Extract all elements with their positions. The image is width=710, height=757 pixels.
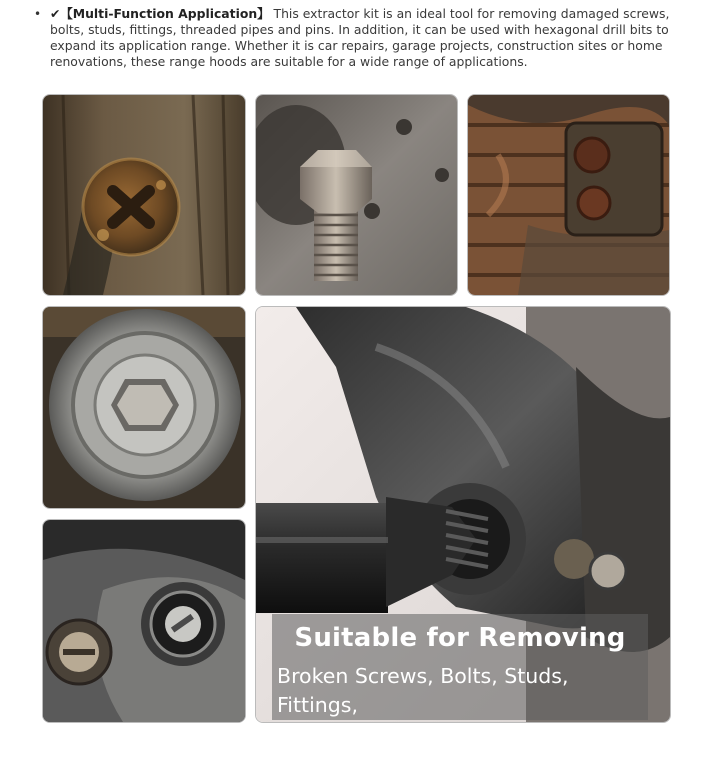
photo-slotted-screws bbox=[43, 520, 245, 722]
photo-caption bbox=[272, 614, 648, 746]
photo-hex-bolt bbox=[256, 95, 457, 295]
bullet-dot: • bbox=[34, 7, 42, 21]
caption-line-1: Broken Screws, Bolts, Studs, Fittings, bbox=[277, 664, 569, 717]
photo-rusty-plate bbox=[468, 95, 669, 295]
caption-lines bbox=[277, 662, 648, 749]
photo-hex-socket-bolt bbox=[43, 307, 245, 508]
caption-title: Suitable for Removing bbox=[294, 623, 626, 653]
feature-body: This extractor kit is an ideal tool for removing damaged screws, bolts, studs, fittings, threaded pipes and pins. In addition, it can be used with hexagonal drill bits to expand its application range. Whether it is car repairs, garage projects, construction sites or home renovations, these range hoods are suitable for a wide range of applications. bbox=[50, 6, 670, 69]
photo-rusty-phillips-screw bbox=[43, 95, 245, 295]
caption-line-2: Threaded Pipes and Pins, etc. bbox=[277, 722, 580, 746]
feature-text bbox=[50, 6, 690, 70]
feature-heading: ✔【Multi-Function Application】 bbox=[50, 6, 270, 21]
